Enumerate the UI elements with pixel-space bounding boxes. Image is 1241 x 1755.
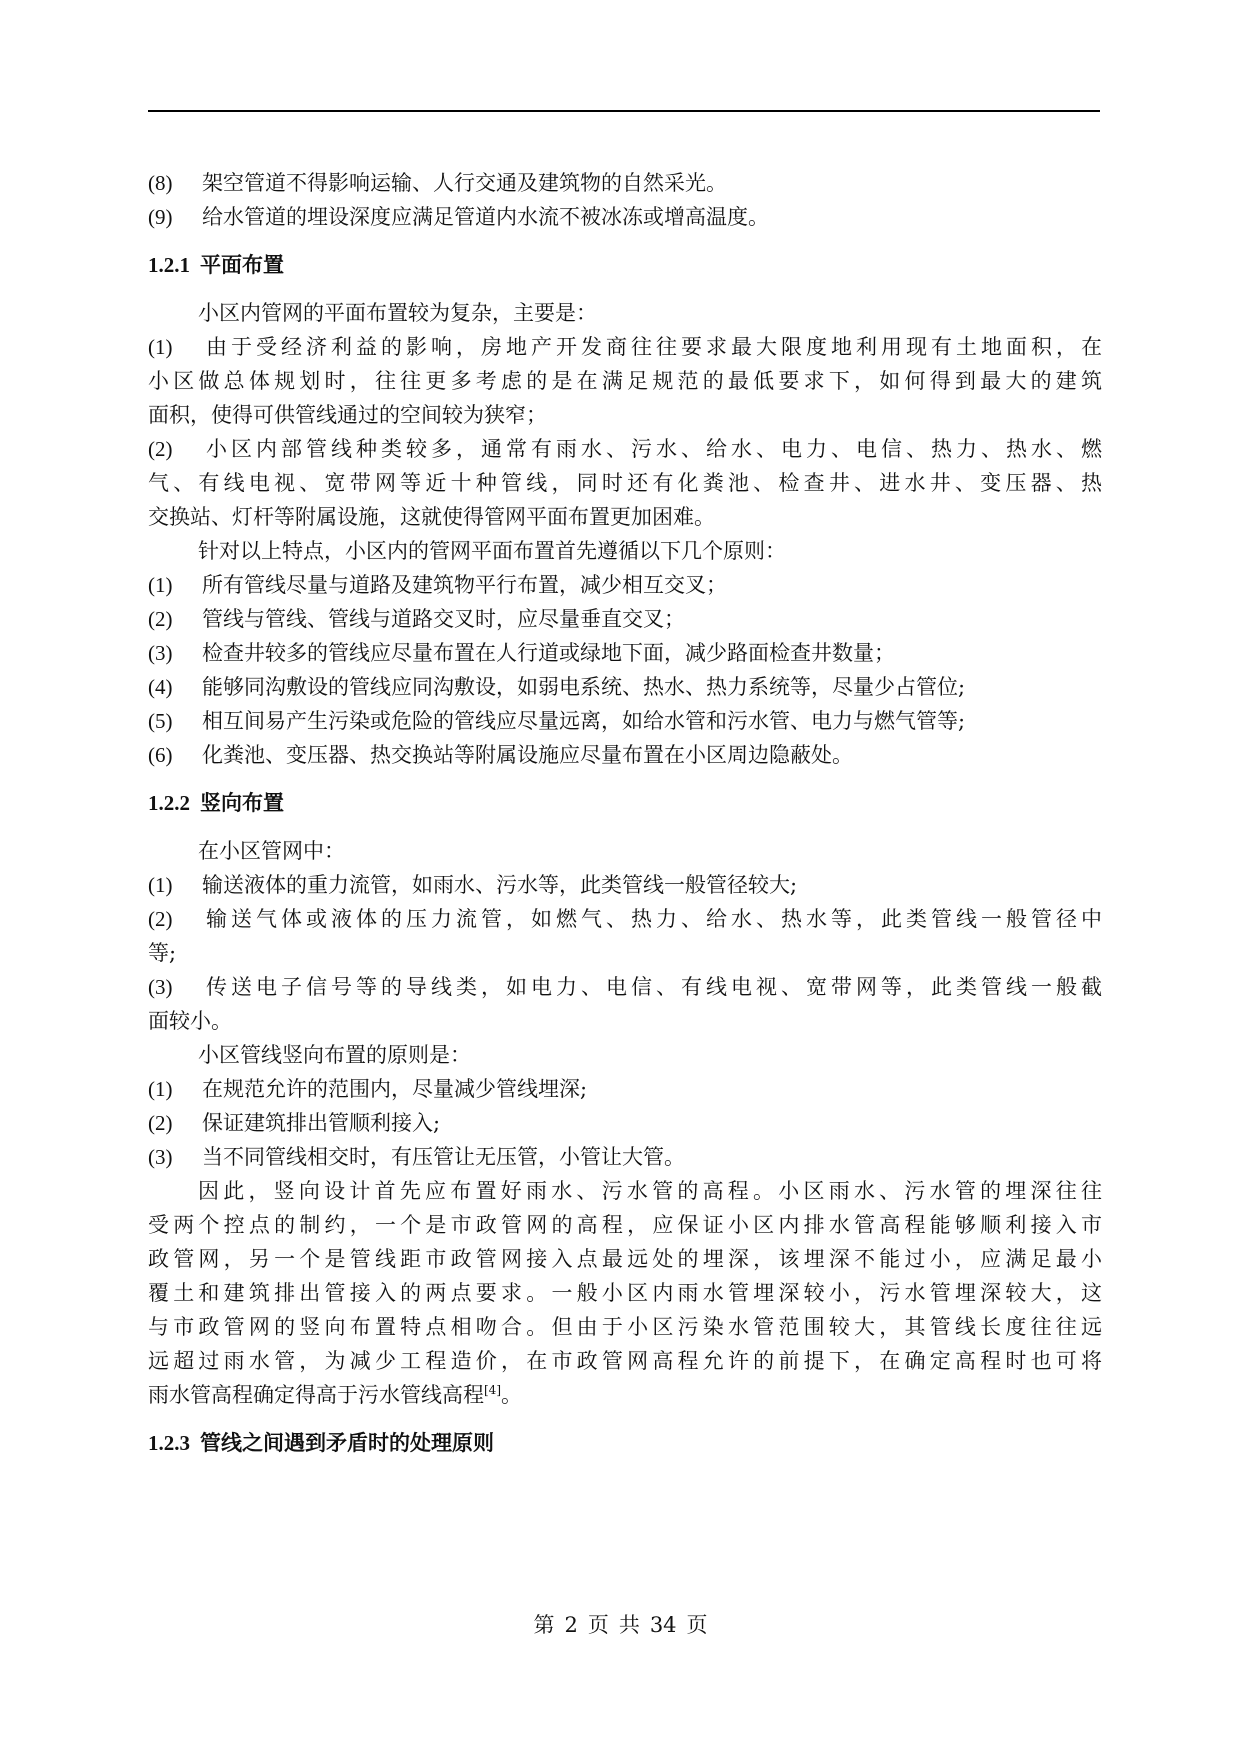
item-number: (2)	[148, 1111, 173, 1135]
item-text: 检查井较多的管线应尽量布置在人行道或绿地下面，减少路面检查井数量；	[202, 641, 895, 665]
item-number: (2)	[148, 437, 173, 461]
paragraph-line: 面较小。	[148, 1009, 232, 1033]
item-text: 当不同管线相交时，有压管让无压管，小管让大管。	[202, 1145, 685, 1169]
header-rule	[148, 110, 1100, 112]
page-footer	[0, 1608, 1241, 1642]
item-number: (8)	[148, 171, 173, 195]
item-number: (2)	[148, 607, 173, 631]
item-number: (6)	[148, 743, 173, 767]
item-text: 保证建筑排出管顺利接入;	[202, 1111, 441, 1135]
paragraph-intro: 针对以上特点，小区内的管网平面布置首先遵循以下几个原则：	[198, 539, 786, 563]
list-item	[148, 602, 1102, 636]
section-title: 竖向布置	[200, 790, 284, 815]
paragraph-line: 面积，使得可供管线通过的空间较为狭窄；	[148, 403, 547, 427]
item-text: 在规范允许的范围内，尽量减少管线埋深;	[202, 1077, 588, 1101]
paragraph-line: 等;	[148, 941, 177, 965]
item-number: (9)	[148, 205, 173, 229]
page-content	[148, 166, 1102, 1474]
item-number: (4)	[148, 675, 173, 699]
list-item	[148, 704, 1102, 738]
list-item	[148, 738, 1102, 772]
paragraph-intro: 小区管线竖向布置的原则是：	[198, 1043, 471, 1067]
item-number: (1)	[148, 873, 173, 897]
item-text: 输送液体的重力流管，如雨水、污水等，此类管线一般管径较大;	[202, 873, 798, 897]
section-number: 1.2.2	[148, 791, 190, 815]
section-heading-1-2-3	[148, 1426, 1102, 1460]
item-text: 架空管道不得影响运输、人行交通及建筑物的自然采光。	[202, 171, 727, 195]
paragraph-line: 覆土和建筑排出管接入的两点要求。一般小区内雨水管埋深较小，污水管埋深较大，这	[148, 1281, 1102, 1305]
item-number: (3)	[148, 975, 173, 999]
section-title: 管线之间遇到矛盾时的处理原则	[200, 1430, 494, 1455]
paragraph-line: 交换站、灯杆等附属设施，这就使得管网平面布置更加困难。	[148, 505, 715, 529]
paragraph-line: 小区做总体规划时，往往更多考虑的是在满足规范的最低要求下，如何得到最大的建筑	[148, 369, 1102, 393]
item-number: (3)	[148, 1145, 173, 1169]
paragraph-text: 。	[501, 1383, 522, 1407]
item-number: (1)	[148, 335, 173, 359]
item-text: 输送气体或液体的压力流管，如燃气、热力、给水、热水等，此类管线一般管径中	[202, 907, 1102, 931]
list-item	[148, 200, 1102, 234]
paragraph-text: 雨水管高程确定得高于污水管线高程	[148, 1383, 484, 1407]
paragraph-line: 与市政管网的竖向布置特点相吻合。但由于小区污染水管范围较大，其管线长度往往远	[148, 1315, 1102, 1339]
item-text: 相互间易产生污染或危险的管线应尽量远离，如给水管和污水管、电力与燃气管等;	[202, 709, 966, 733]
item-text: 由于受经济利益的影响，房地产开发商往往要求最大限度地利用现有土地面积，在	[202, 335, 1102, 359]
item-text: 化粪池、变压器、热交换站等附属设施应尽量布置在小区周边隐蔽处。	[202, 743, 853, 767]
footer-prefix: 第	[533, 1613, 555, 1637]
item-number: (2)	[148, 907, 173, 931]
list-item	[148, 670, 1102, 704]
paragraph-line: 因此，竖向设计首先应布置好雨水、污水管的高程。小区雨水、污水管的埋深往往	[198, 1179, 1102, 1203]
section-heading-1-2-1	[148, 248, 1102, 282]
list-item	[148, 970, 1102, 1004]
item-text: 所有管线尽量与道路及建筑物平行布置，减少相互交叉；	[202, 573, 727, 597]
section-number: 1.2.3	[148, 1431, 190, 1455]
list-item	[148, 1072, 1102, 1106]
paragraph-line	[148, 432, 1102, 466]
list-item	[148, 902, 1102, 936]
footer-total-label: 共	[618, 1613, 640, 1637]
page-number: 2	[564, 1613, 578, 1637]
section-number: 1.2.1	[148, 253, 190, 277]
citation-reference: [4]	[484, 1383, 501, 1397]
item-number: (1)	[148, 1077, 173, 1101]
section-heading-1-2-2	[148, 786, 1102, 820]
section-title: 平面布置	[200, 252, 284, 277]
list-item	[148, 568, 1102, 602]
paragraph-line	[148, 330, 1102, 364]
item-text: 小区内部管线种类较多，通常有雨水、污水、给水、电力、电信、热力、热水、燃	[202, 437, 1102, 461]
paragraph-line	[148, 1378, 1102, 1412]
paragraph-line: 政管网，另一个是管线距市政管网接入点最远处的埋深，该埋深不能过小，应满足最小	[148, 1247, 1102, 1271]
footer-page-label: 页	[587, 1613, 609, 1637]
footer-suffix: 页	[686, 1613, 708, 1637]
total-pages: 34	[649, 1613, 677, 1637]
item-number: (3)	[148, 641, 173, 665]
item-text: 管线与管线、管线与道路交叉时，应尽量垂直交叉；	[202, 607, 685, 631]
paragraph-line: 远超过雨水管，为减少工程造价，在市政管网高程允许的前提下，在确定高程时也可将	[148, 1349, 1102, 1373]
item-text: 传送电子信号等的导线类，如电力、电信、有线电视、宽带网等，此类管线一般截	[202, 975, 1102, 999]
paragraph-intro: 在小区管网中：	[198, 839, 345, 863]
paragraph-intro: 小区内管网的平面布置较为复杂，主要是：	[198, 301, 597, 325]
item-number: (5)	[148, 709, 173, 733]
list-item	[148, 1140, 1102, 1174]
list-item	[148, 868, 1102, 902]
paragraph-line: 受两个控点的制约，一个是市政管网的高程，应保证小区内排水管高程能够顺利接入市	[148, 1213, 1102, 1237]
item-number: (1)	[148, 573, 173, 597]
item-text: 给水管道的埋设深度应满足管道内水流不被冰冻或增高温度。	[202, 205, 769, 229]
list-item	[148, 1106, 1102, 1140]
paragraph-line: 气、有线电视、宽带网等近十种管线，同时还有化粪池、检查井、进水井、变压器、热	[148, 471, 1102, 495]
item-text: 能够同沟敷设的管线应同沟敷设，如弱电系统、热水、热力系统等，尽量少占管位;	[202, 675, 966, 699]
list-item	[148, 636, 1102, 670]
list-item	[148, 166, 1102, 200]
